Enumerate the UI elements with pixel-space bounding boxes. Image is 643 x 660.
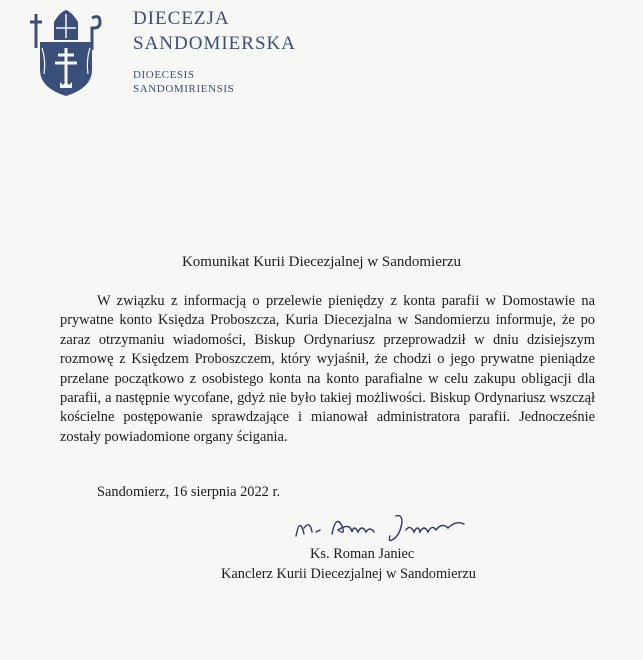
diocese-name-line1: DIECEZJA: [133, 8, 230, 29]
body-paragraph: W związku z informacją o przelewie pieniędzy z konta parafii w Domostawie na prywatne konto Księdza Proboszcza, Kuria Diecezjalna w Sandomierzu informuje, że po zaraz otrzymaniu wiadomości, Biskup Ordynariusz przeprowadził w dniu dzisiejszym rozmowę z Księdzem Proboszczem, który wyjaśnił, że chodzi o jego prywatne pieniądze przelane początkowo z osobistego konta na konto parafialne w celu zakupu obligacji dla parafii, a następnie wycofane, gdyż nie było takiej możliwości. Biskup Ordynariusz wszczął kościelne postępowanie sprawdzające i mianował administratora parafii. Jednocześnie zostały powiadomione organy ścigania.: [60, 293, 595, 445]
handwritten-signature: [292, 506, 492, 546]
diocese-coat-of-arms-icon: [26, 8, 106, 98]
diocese-latin-line1: DIOECESIS: [133, 69, 195, 81]
diocese-letterhead: [133, 6, 296, 96]
signer-name: Ks. Roman Janiec: [310, 546, 415, 562]
document-body: [60, 292, 595, 447]
signer-role: Kanclerz Kurii Diecezjalnej w Sandomierzu: [221, 566, 476, 582]
diocese-latin-line2: SANDOMIRIENSIS: [133, 83, 235, 95]
diocese-name-line2: SANDOMIERSKA: [133, 33, 296, 54]
place-and-date: Sandomierz, 16 sierpnia 2022 r.: [97, 484, 281, 500]
document-title: Komunikat Kurii Diecezjalnej w Sandomierzu: [181, 254, 462, 270]
